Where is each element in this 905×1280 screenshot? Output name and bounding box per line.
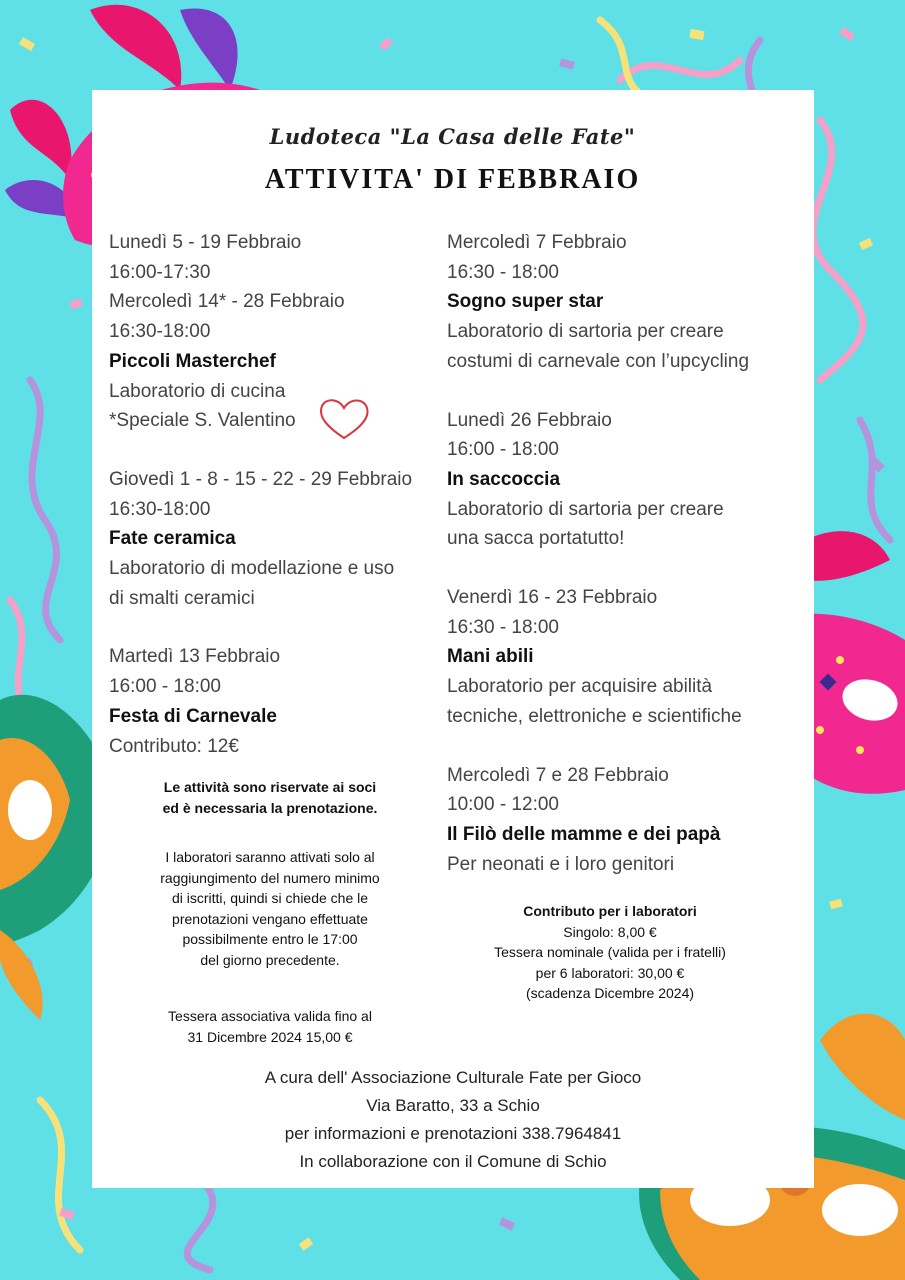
event-description: Laboratorio per acquisire abilità bbox=[447, 676, 713, 698]
footer bbox=[92, 1064, 814, 1176]
event-title: Sogno super star bbox=[447, 291, 604, 313]
event-date: Mercoledì 7 e 28 Febbraio bbox=[447, 764, 669, 786]
event-time: 16:30-18:00 bbox=[109, 321, 211, 343]
event-title: Mani abili bbox=[447, 646, 534, 668]
membership-line: 31 Dicembre 2024 15,00 € bbox=[187, 1028, 353, 1045]
pricing-line: Singolo: 8,00 € bbox=[563, 923, 657, 940]
reservation-note bbox=[110, 777, 430, 818]
event-description: tecniche, elettroniche e scientifiche bbox=[447, 705, 742, 727]
footer-contact: per informazioni e prenotazioni 338.7964841 bbox=[284, 1124, 622, 1143]
footer-organizer: A cura dell' Associazione Culturale Fate per Gioco bbox=[264, 1068, 642, 1087]
heart-icon bbox=[316, 396, 372, 442]
event-time: 16:30 - 18:00 bbox=[447, 261, 559, 283]
event-description: di smalti ceramici bbox=[109, 587, 255, 609]
event-description: Laboratorio di sartoria per creare bbox=[447, 498, 724, 520]
pricing-line: per 6 laboratori: 30,00 € bbox=[535, 964, 685, 981]
membership-note bbox=[110, 1006, 430, 1047]
event-title: Fate ceramica bbox=[109, 528, 236, 550]
event-time: 16:00 - 18:00 bbox=[447, 439, 559, 461]
activation-line: del giorno precedente. bbox=[200, 951, 340, 968]
pricing-box bbox=[450, 901, 770, 1004]
activation-line: di iscritti, quindi si chiede che le bbox=[171, 890, 369, 906]
pricing-line: Tessera nominale (valida per i fratelli) bbox=[494, 944, 726, 960]
event-in-saccoccia bbox=[447, 406, 792, 555]
event-piccoli-masterchef bbox=[109, 228, 449, 436]
event-description: *Speciale S. Valentino bbox=[109, 410, 296, 432]
event-date: Lunedì 26 Febbraio bbox=[447, 409, 612, 431]
activation-line: raggiungimento del numero minimo bbox=[160, 869, 380, 886]
membership-line: Tessera associativa valida fino al bbox=[168, 1008, 372, 1024]
event-time: 16:30-18:00 bbox=[109, 498, 211, 520]
reservation-line: ed è necessaria la prenotazione. bbox=[162, 799, 378, 816]
activation-line: prenotazioni vengano effettuate bbox=[172, 910, 368, 927]
activation-line: I laboratori saranno attivati solo al bbox=[165, 849, 375, 865]
event-time: 16:00 - 18:00 bbox=[109, 676, 221, 698]
activation-note bbox=[110, 847, 430, 970]
event-date: Mercoledì 14* - 28 Febbraio bbox=[109, 291, 345, 313]
event-sogno-super-star bbox=[447, 228, 792, 377]
event-description: Laboratorio di modellazione e uso bbox=[109, 558, 395, 580]
event-festa-di-carnevale bbox=[109, 642, 449, 761]
event-date: Venerdì 16 - 23 Febbraio bbox=[447, 587, 658, 609]
right-column bbox=[447, 228, 792, 908]
ludoteca-title: Ludoteca "La Casa delle Fate" bbox=[269, 124, 636, 149]
left-column bbox=[109, 228, 449, 790]
footer-address: Via Baratto, 33 a Schio bbox=[366, 1096, 540, 1115]
event-description: Laboratorio di sartoria per creare bbox=[447, 321, 724, 343]
event-description: Per neonati e i loro genitori bbox=[447, 853, 675, 875]
event-title: In saccoccia bbox=[447, 468, 561, 490]
event-title: Piccoli Masterchef bbox=[109, 350, 276, 372]
event-mani-abili bbox=[447, 583, 792, 732]
event-title: Il Filò delle mamme e dei papà bbox=[447, 823, 721, 845]
event-fate-ceramica bbox=[109, 465, 449, 614]
event-date: Martedì 13 Febbraio bbox=[109, 646, 281, 668]
page-title: ATTIVITA' DI FEBBRAIO bbox=[264, 164, 641, 195]
event-filo-mamme-papa bbox=[447, 761, 792, 880]
event-date: Mercoledì 7 Febbraio bbox=[447, 232, 627, 253]
event-description: Laboratorio di cucina bbox=[109, 380, 286, 402]
event-title: Festa di Carnevale bbox=[109, 705, 277, 727]
event-description: una sacca portatutto! bbox=[447, 528, 625, 550]
event-description: costumi di carnevale con l’upcycling bbox=[447, 350, 750, 372]
event-description: Contributo: 12€ bbox=[109, 735, 239, 757]
pricing-line: (scadenza Dicembre 2024) bbox=[525, 985, 695, 1001]
reservation-line: Le attività sono riservate ai soci bbox=[163, 779, 377, 795]
footer-collaboration: In collaborazione con il Comune di Schio bbox=[299, 1152, 607, 1171]
event-time: 16:00-17:30 bbox=[109, 261, 211, 283]
event-date: Lunedì 5 - 19 Febbraio bbox=[109, 232, 302, 253]
event-time: 10:00 - 12:00 bbox=[447, 794, 559, 816]
pricing-title: Contributo per i laboratori bbox=[523, 903, 697, 919]
activation-line: possibilmente entro le 17:00 bbox=[182, 931, 358, 947]
event-time: 16:30 - 18:00 bbox=[447, 616, 559, 638]
event-date: Giovedì 1 - 8 - 15 - 22 - 29 Febbraio bbox=[109, 468, 413, 490]
